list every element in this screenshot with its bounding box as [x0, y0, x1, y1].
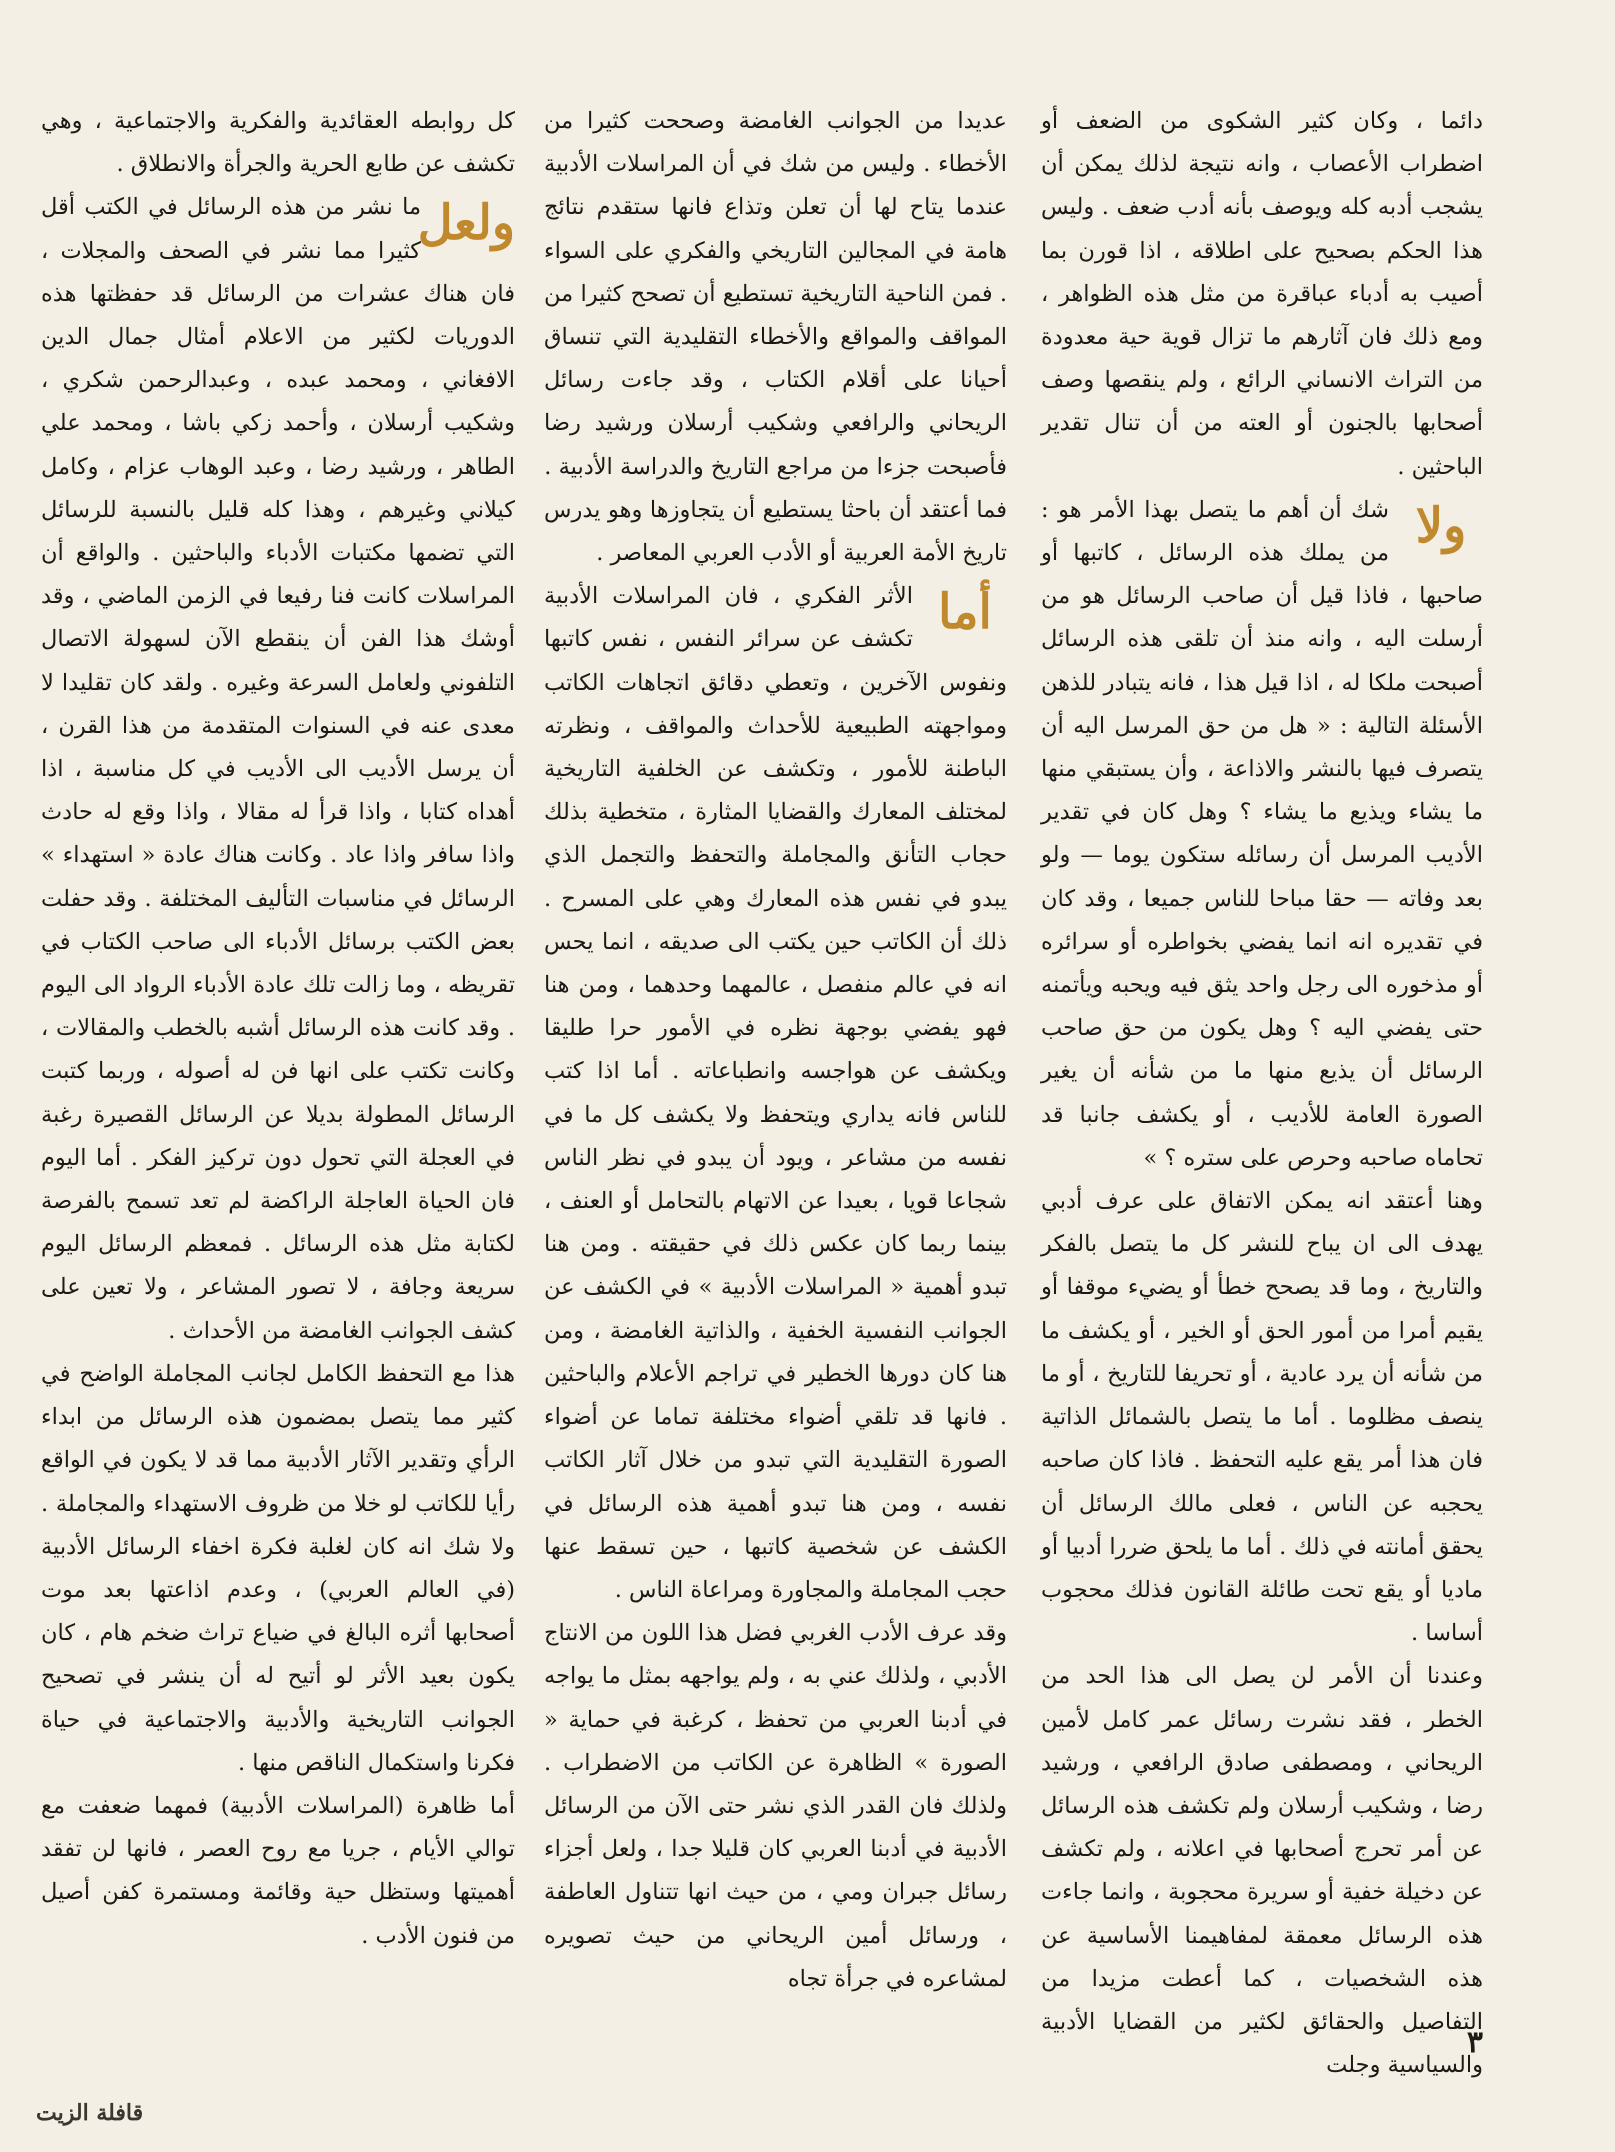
paragraph: عديدا من الجوانب الغامضة وصححت كثيرا من الأخطاء . وليس من شك في أن المراسلات الأدبية عندما يتاح لها أن تعلن وتذاع فانها ستقدم نتائج هامة في المجالين التاريخي والفكري على السواء . فمن الناحية التاريخية تستطيع أن تصحح كثيرا من المواقف والمواقع والأخطاء التقليدية التي تنساق أحيانا على أقلام الكتاب ، وقد جاءت رسائل الريحاني والرافعي وشكيب أرسلان ورشيد رضا فأصبحت جزءا من مراجع التاريخ والدراسة الأدبية .	[544, 108, 1007, 480]
page-number: ٣	[1466, 2025, 1483, 2060]
column-right	[1041, 100, 1483, 2079]
column-left	[41, 100, 515, 2060]
paragraph: دائما ، وكان كثير الشكوى من الضعف أو اضطراب الأعصاب ، وانه نتيجة لذلك يمكن أن يشجب أدبه كله ويوصف بأنه أدب ضعف . وليس هذا الحكم بصحيح على اطلاقه ، اذا قورن بما أصيب به أدباء عباقرة من مثل هذه الظواهر ، ومع ذلك فان آثارهم ما تزال قوية حية معدودة من التراث الانساني الرائع ، ولم ينقصها وصف أصحابها بالجنون أو العته من أن تنال تقدير الباحثين .	[1041, 108, 1483, 480]
magazine-name: قافلة الزيت	[36, 2100, 144, 2126]
paragraph: فما أعتقد أن باحثا يستطيع أن يتجاوزها وهو يدرس تاريخ الأمة العربية أو الأدب العربي المعاصر .	[544, 496, 1007, 567]
paragraph: ما نشر من هذه الرسائل في الكتب أقل كثيرا مما نشر في الصحف والمجلات ، فان هناك عشرات من الرسائل قد حفظتها هذه الدوريات لكثير من الاعلام أمثال جمال الدين الافغاني ، ومحمد عبده ، وعبدالرحمن شكري ، وشكيب أرسلان ، وأحمد زكي باشا ، ومحمد علي الطاهر ، ورشيد رضا ، وعبد الوهاب عزام ، وكامل كيلاني وغيرهم ، وهذا كله قليل بالنسبة للرسائل التي تضمها مكتبات الأدباء والباحثين . والواقع أن المراسلات كانت فنا رفيعا في الزمن الماضي ، وقد أوشك هذا الفن أن ينقطع الآن لسهولة الاتصال التلفوني ولعامل السرعة وغيره . ولقد كان تقليدا لا معدى عنه في السنوات المتقدمة من هذا القرن ، أن يرسل الأديب الى الأديب في كل مناسبة ، اذا أهداه كتابا ، واذا قرأ له مقالا ، واذا وقع له حادث واذا سافر واذا عاد . وكانت هناك عادة « استهداء » الرسائل في مناسبات التأليف المختلفة . وقد حفلت بعض الكتب برسائل الأدباء الى صاحب الكتاب في تقريظه ، وما زالت تلك عادة الأدباء الرواد الى اليوم . وقد كانت هذه الرسائل أشبه بالخطب والمقالات ، وكانت تكتب على انها فن له أصوله ، وربما كتبت الرسائل المطولة بديلا عن الرسائل القصيرة رغبة في العجلة التي تحول دون تركيز الفكر . أما اليوم فان الحياة العاجلة الراكضة لم تعد تسمح بالفرصة لكتابة مثل هذه الرسائل . فمعظم الرسائل اليوم سريعة وجافة ، لا تصور المشاعر ، ولا تعين على كشف الجوانب الغامضة من الأحداث .	[41, 194, 515, 1344]
paragraph: كل روابطه العقائدية والفكرية والاجتماعية ، وهي تكشف عن طابع الحرية والجرأة والانطلاق .	[41, 108, 515, 178]
paragraph: أما ظاهرة (المراسلات الأدبية) فمهما ضعفت مع توالي الأيام ، جريا مع روح العصر ، فانها لن تفقد أهميتها وستظل حية وقائمة ومستمرة كفن أصيل من فنون الأدب .	[41, 1792, 515, 1949]
dropcap-word: أما	[938, 584, 992, 641]
dropcap-word: ولعل	[417, 195, 515, 252]
column-middle	[544, 100, 1007, 2060]
paragraph: وهنا أعتقد انه يمكن الاتفاق على عرف أدبي يهدف الى ان يباح للنشر كل ما يتصل بالفكر والتاريخ ، وما قد يصحح خطأ أو يضيء موقفا أو يقيم أمرا من أمور الحق أو الخير ، أو يكشف ما من شأنه أن يرد عادية ، أو تحريفا للتاريخ ، أو ما ينصف مظلوما . أما ما يتصل بالشمائل الذاتية فان هذا أمر يقع عليه التحفظ . فاذا كان صاحبه يحجبه عن الناس ، فعلى مالك الرسائل أن يحقق أمانته في ذلك . أما ما يلحق ضررا أدبيا أو ماديا أو يقع تحت طائلة القانون فذلك محجوب أساسا .	[1041, 1188, 1483, 1647]
paragraph: هذا مع التحفظ الكامل لجانب المجاملة الواضح في كثير مما يتصل بمضمون هذه الرسائل من ابداء الرأي وتقدير الآثار الأدبية مما قد لا يكون في الواقع رأيا للكاتب لو خلا من ظروف الاستهداء والمجاملة . ولا شك انه كان لغلبة فكرة اخفاء الرسائل الأدبية (في العالم العربي) ، وعدم اذاعتها بعد موت أصحابها أثره البالغ في ضياع تراث ضخم هام ، كان يكون بعيد الأثر لو أتيح له أن ينشر في تصحيح الجوانب التاريخية والأدبية والاجتماعية في حياة فكرنا واستكمال الناقص منها .	[41, 1360, 515, 1776]
paragraph: وعندنا أن الأمر لن يصل الى هذا الحد من الخطر ، فقد نشرت رسائل عمر كامل لأمين الريحاني ، ومصطفى صادق الرافعي ، ورشيد رضا ، وشكيب أرسلان ولم تكشف هذه الرسائل عن أمر تحرج أصحابها في اعلانه ، ولم تكشف عن دخيلة خفية أو سريرة محجوبة ، وانما جاءت هذه الرسائل معمقة لمفاهيمنا الأساسية عن هذه الشخصيات ، كما أعطت مزيدا من التفاصيل والحقائق لكثير من القضايا الأدبية والسياسية وجلت	[1041, 1663, 1483, 2079]
paragraph: وقد عرف الأدب الغربي فضل هذا اللون من الانتاج الأدبي ، ولذلك عني به ، ولم يواجهه بمثل ما يواجه في أدبنا العربي من تحفظ ، كرغبة في حماية « الصورة » الظاهرة عن الكاتب من الاضطراب . ولذلك فان القدر الذي نشر حتى الآن من الرسائل الأدبية في أدبنا العربي كان قليلا جدا ، ولعل أجزاء رسائل جبران ومي ، من حيث انها تتناول العاطفة ، ورسائل أمين الريحاني من حيث تصويره لمشاعره في جرأة تجاه	[544, 1620, 1007, 1992]
dropcap-word: ولا	[1415, 497, 1467, 554]
paragraph: الأثر الفكري ، فان المراسلات الأدبية تكشف عن سرائر النفس ، نفس كاتبها ونفوس الآخرين ، وتعطي دقائق اتجاهات الكاتب ومواجهته الطبيعية للأحداث والمواقف ، ونظرته الباطنة للأمور ، وتكشف عن الخلفية التاريخية لمختلف المعارك والقضايا المثارة ، متخطية بذلك حجاب التأنق والمجاملة والتحفظ والتجمل الذي يبدو في نفس هذه المعارك وهي على المسرح . ذلك أن الكاتب حين يكتب الى صديقه ، انما يحس انه في عالم منفصل ، عالمهما وحدهما ، ومن هنا فهو يفضي بوجهة نظره في الأمور حرا طليقا ويكشف عن هواجسه وانطباعاته . أما اذا كتب للناس فانه يداري ويتحفظ ولا يكشف كل ما في نفسه من مشاعر ، ويود أن يبدو في نظر الناس شجاعا قويا ، بعيدا عن الاتهام بالتحامل أو العنف ، بينما ربما كان عكس ذلك في حقيقته . ومن هنا تبدو أهمية « المراسلات الأدبية » في الكشف عن الجوانب النفسية الخفية ، والذاتية الغامضة ، ومن هنا كان دورها الخطير في تراجم الأعلام والباحثين . فانها قد تلقي أضواء مختلفة تماما عن أضواء الصورة التقليدية التي تبدو من خلال آثار الكاتب نفسه ، ومن هنا تبدو أهمية هذه الرسائل في الكشف عن شخصية كاتبها ، حين تسقط عنها حجب المجاملة والمجاورة ومراعاة الناس .	[544, 583, 1007, 1603]
paragraph: شك أن أهم ما يتصل بهذا الأمر هو : من يملك هذه الرسائل ، كاتبها أو صاحبها ، فاذا قيل أن صاحب الرسائل هو من أرسلت اليه ، وانه منذ أن تلقى هذه الرسائل أصبحت ملكا له ، اذا قيل هذا ، فانه يتبادر للذهن الأسئلة التالية : « هل من حق المرسل اليه أن يتصرف فيها بالنشر والاذاعة ، وأن يستبقي منها ما يشاء ويذيع ما يشاء ؟ وهل كان في تقدير الأديب المرسل أن رسائله ستكون يوما — ولو بعد وفاته — حقا مباحا للناس جميعا ، وقد كان في تقديره انه انما يفضي بخواطره أو سرائره أو مذخوره الى رجل واحد يثق فيه ويحبه ويأتمنه حتى يفضي اليه ؟ وهل يكون من حق صاحب الرسائل أن يذيع منها ما من شأنه أن يغير الصورة العامة للأديب ، أو يكشف جانبا قد تحاماه صاحبه وحرص على ستره ؟ »	[1041, 496, 1483, 1171]
